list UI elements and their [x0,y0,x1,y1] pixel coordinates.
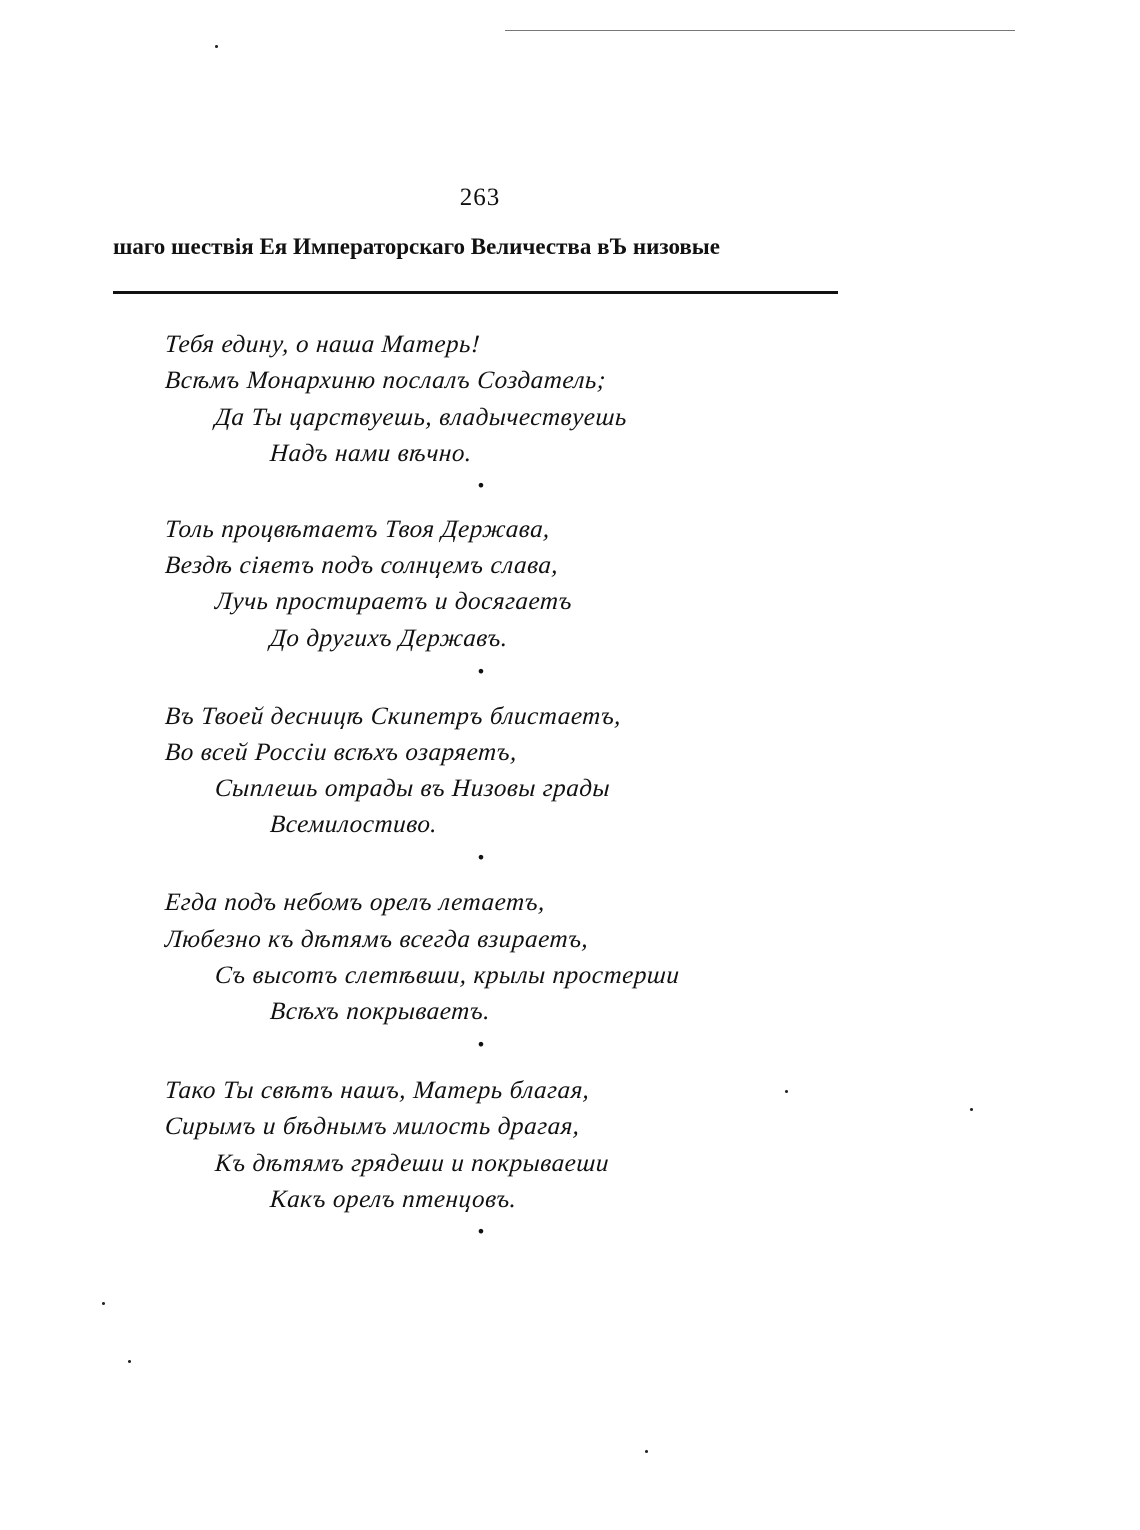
stanza-3-line-1: Въ Твоей десницѣ Скипетръ блистаетъ, [164,703,623,730]
scan-speck [102,1302,105,1305]
stanza-3-line-3: Сыплешь отрады въ Низовы грады [214,775,612,802]
scan-speck [128,1360,131,1363]
scan-speck [970,1108,973,1111]
stanza-5-line-1: Тако Ты свѣтъ нашъ, Матерь благая, [164,1077,591,1104]
scan-edge-line [505,30,1015,31]
stanza-5-line-4: Какъ орелъ птенцовъ. [269,1186,518,1213]
stanza-separator: • [476,848,486,867]
stanza-4-line-3: Съ высотъ слетѣвши, крылы простерши [214,962,681,989]
stanza-separator: • [476,476,486,495]
stanza-1-line-3: Да Ты царствуешь, владычествуешь [214,404,629,431]
stanza-separator: • [476,1035,486,1054]
stanza-4-line-2: Любезно къ дѣтямъ всегда взираетъ, [164,926,590,953]
page-number: 263 [459,184,501,211]
header-rule [113,291,838,294]
scan-speck [645,1450,648,1453]
running-head: шаго шествія Ея Императорскаго Величества вЪ низовые [113,234,720,259]
stanza-separator: • [476,1222,486,1241]
stanza-5-line-3: Къ дѣтямъ грядеши и покрываеши [214,1150,611,1177]
stanza-2-line-1: Толь процвѣтаетъ Твоя Держава, [164,516,552,543]
stanza-4-line-1: Егда подъ небомъ орелъ летаетъ, [164,889,547,916]
stanza-3-line-4: Всемилостиво. [269,811,439,838]
stanza-2-line-3: Лучь простираетъ и досягаетъ [214,588,574,615]
stanza-2-line-4: До другихъ Державъ. [269,625,509,652]
stanza-1-line-2: Всѣмъ Монархиню послалъ Создатель; [164,367,608,394]
scan-speck [785,1090,788,1093]
stanza-separator: • [476,662,486,681]
stanza-1-line-4: Надъ нами вѣчно. [269,440,473,467]
stanza-5-line-2: Сирымъ и бѣднымъ милость драгая, [164,1113,581,1140]
stanza-1-line-1: Тебя едину, о наша Матерь! [164,331,482,358]
stanza-2-line-2: Вездѣ сіяетъ подъ солнцемъ слава, [164,552,560,579]
stanza-4-line-4: Всѣхъ покрываетъ. [269,998,492,1025]
stanza-3-line-2: Во всей Россіи всѣхъ озаряетъ, [164,739,519,766]
scan-speck [215,45,218,48]
